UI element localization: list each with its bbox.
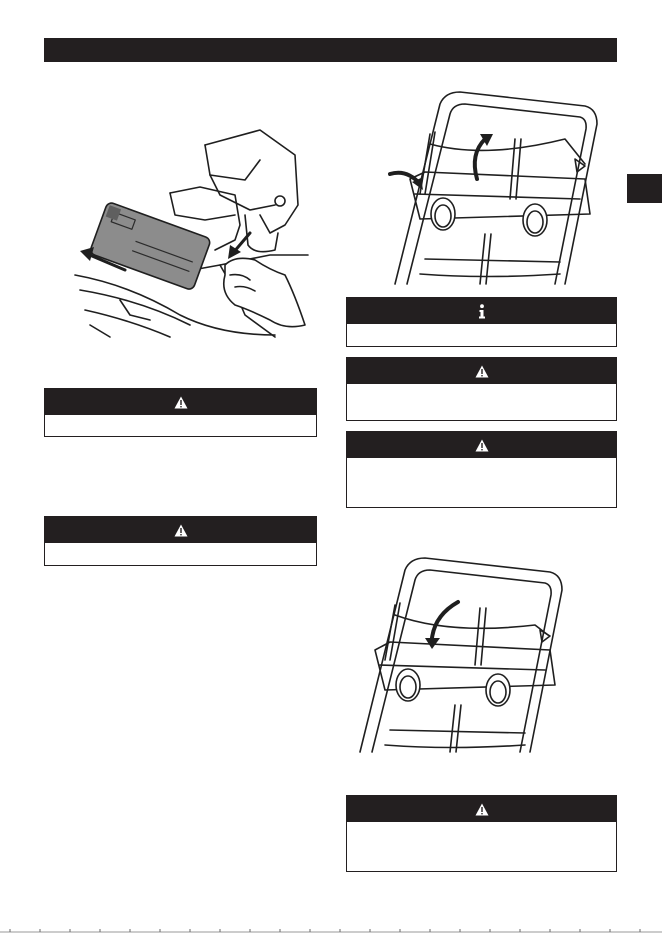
section-header-bar xyxy=(44,38,617,62)
battery-removal-figure xyxy=(70,115,310,340)
warning-notice xyxy=(44,388,317,437)
handle-fold-up-figure xyxy=(385,84,607,287)
handle-fold-down-figure xyxy=(350,550,572,755)
notice-header xyxy=(45,517,316,543)
notice-header xyxy=(347,796,616,822)
notice-header xyxy=(347,358,616,384)
warning-triangle-icon xyxy=(174,396,188,409)
info-icon xyxy=(477,304,487,319)
handle-fold-up-illustration xyxy=(385,84,607,287)
warning-triangle-icon xyxy=(174,524,188,537)
info-notice xyxy=(346,297,617,347)
notice-header xyxy=(347,432,616,458)
notice-header xyxy=(347,298,616,324)
warning-triangle-icon xyxy=(475,365,489,378)
notice-header xyxy=(45,389,316,415)
warning-triangle-icon xyxy=(475,439,489,452)
footer-ruler xyxy=(0,929,662,933)
warning-notice xyxy=(346,795,617,872)
chapter-side-tab xyxy=(627,174,662,203)
warning-notice xyxy=(346,431,617,508)
handle-fold-down-illustration xyxy=(350,550,572,755)
warning-notice xyxy=(346,357,617,421)
battery-removal-illustration xyxy=(70,115,310,340)
warning-notice xyxy=(44,516,317,566)
warning-triangle-icon xyxy=(475,803,489,816)
